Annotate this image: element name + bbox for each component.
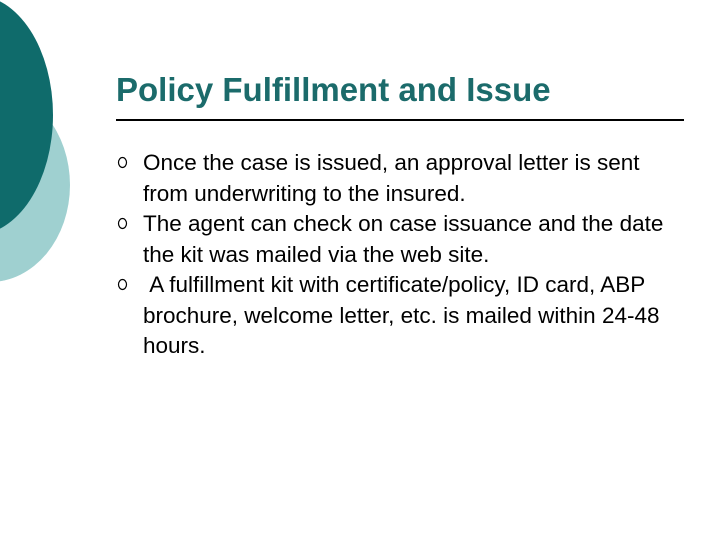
slide-title: Policy Fulfillment and Issue <box>116 71 551 108</box>
bullet-item-2 <box>116 209 686 270</box>
bullet-text: A fulfillment kit with certificate/policy, ID card, ABP brochure, welcome letter, etc. is mailed within 24-48 hours. <box>143 272 666 358</box>
bullet-item-3 <box>116 270 686 362</box>
hollow-circle-bullet-icon <box>116 276 129 293</box>
bullet-list <box>116 148 686 362</box>
bullet-text: Once the case is issued, an approval letter is sent from underwriting to the insured. <box>143 150 646 206</box>
hollow-circle-bullet-icon <box>116 215 129 232</box>
hollow-circle-bullet-icon <box>116 154 129 171</box>
title-divider <box>116 119 684 121</box>
bullet-item-1 <box>116 148 686 209</box>
bullet-text: The agent can check on case issuance and the date the kit was mailed via the web site. <box>143 211 670 267</box>
